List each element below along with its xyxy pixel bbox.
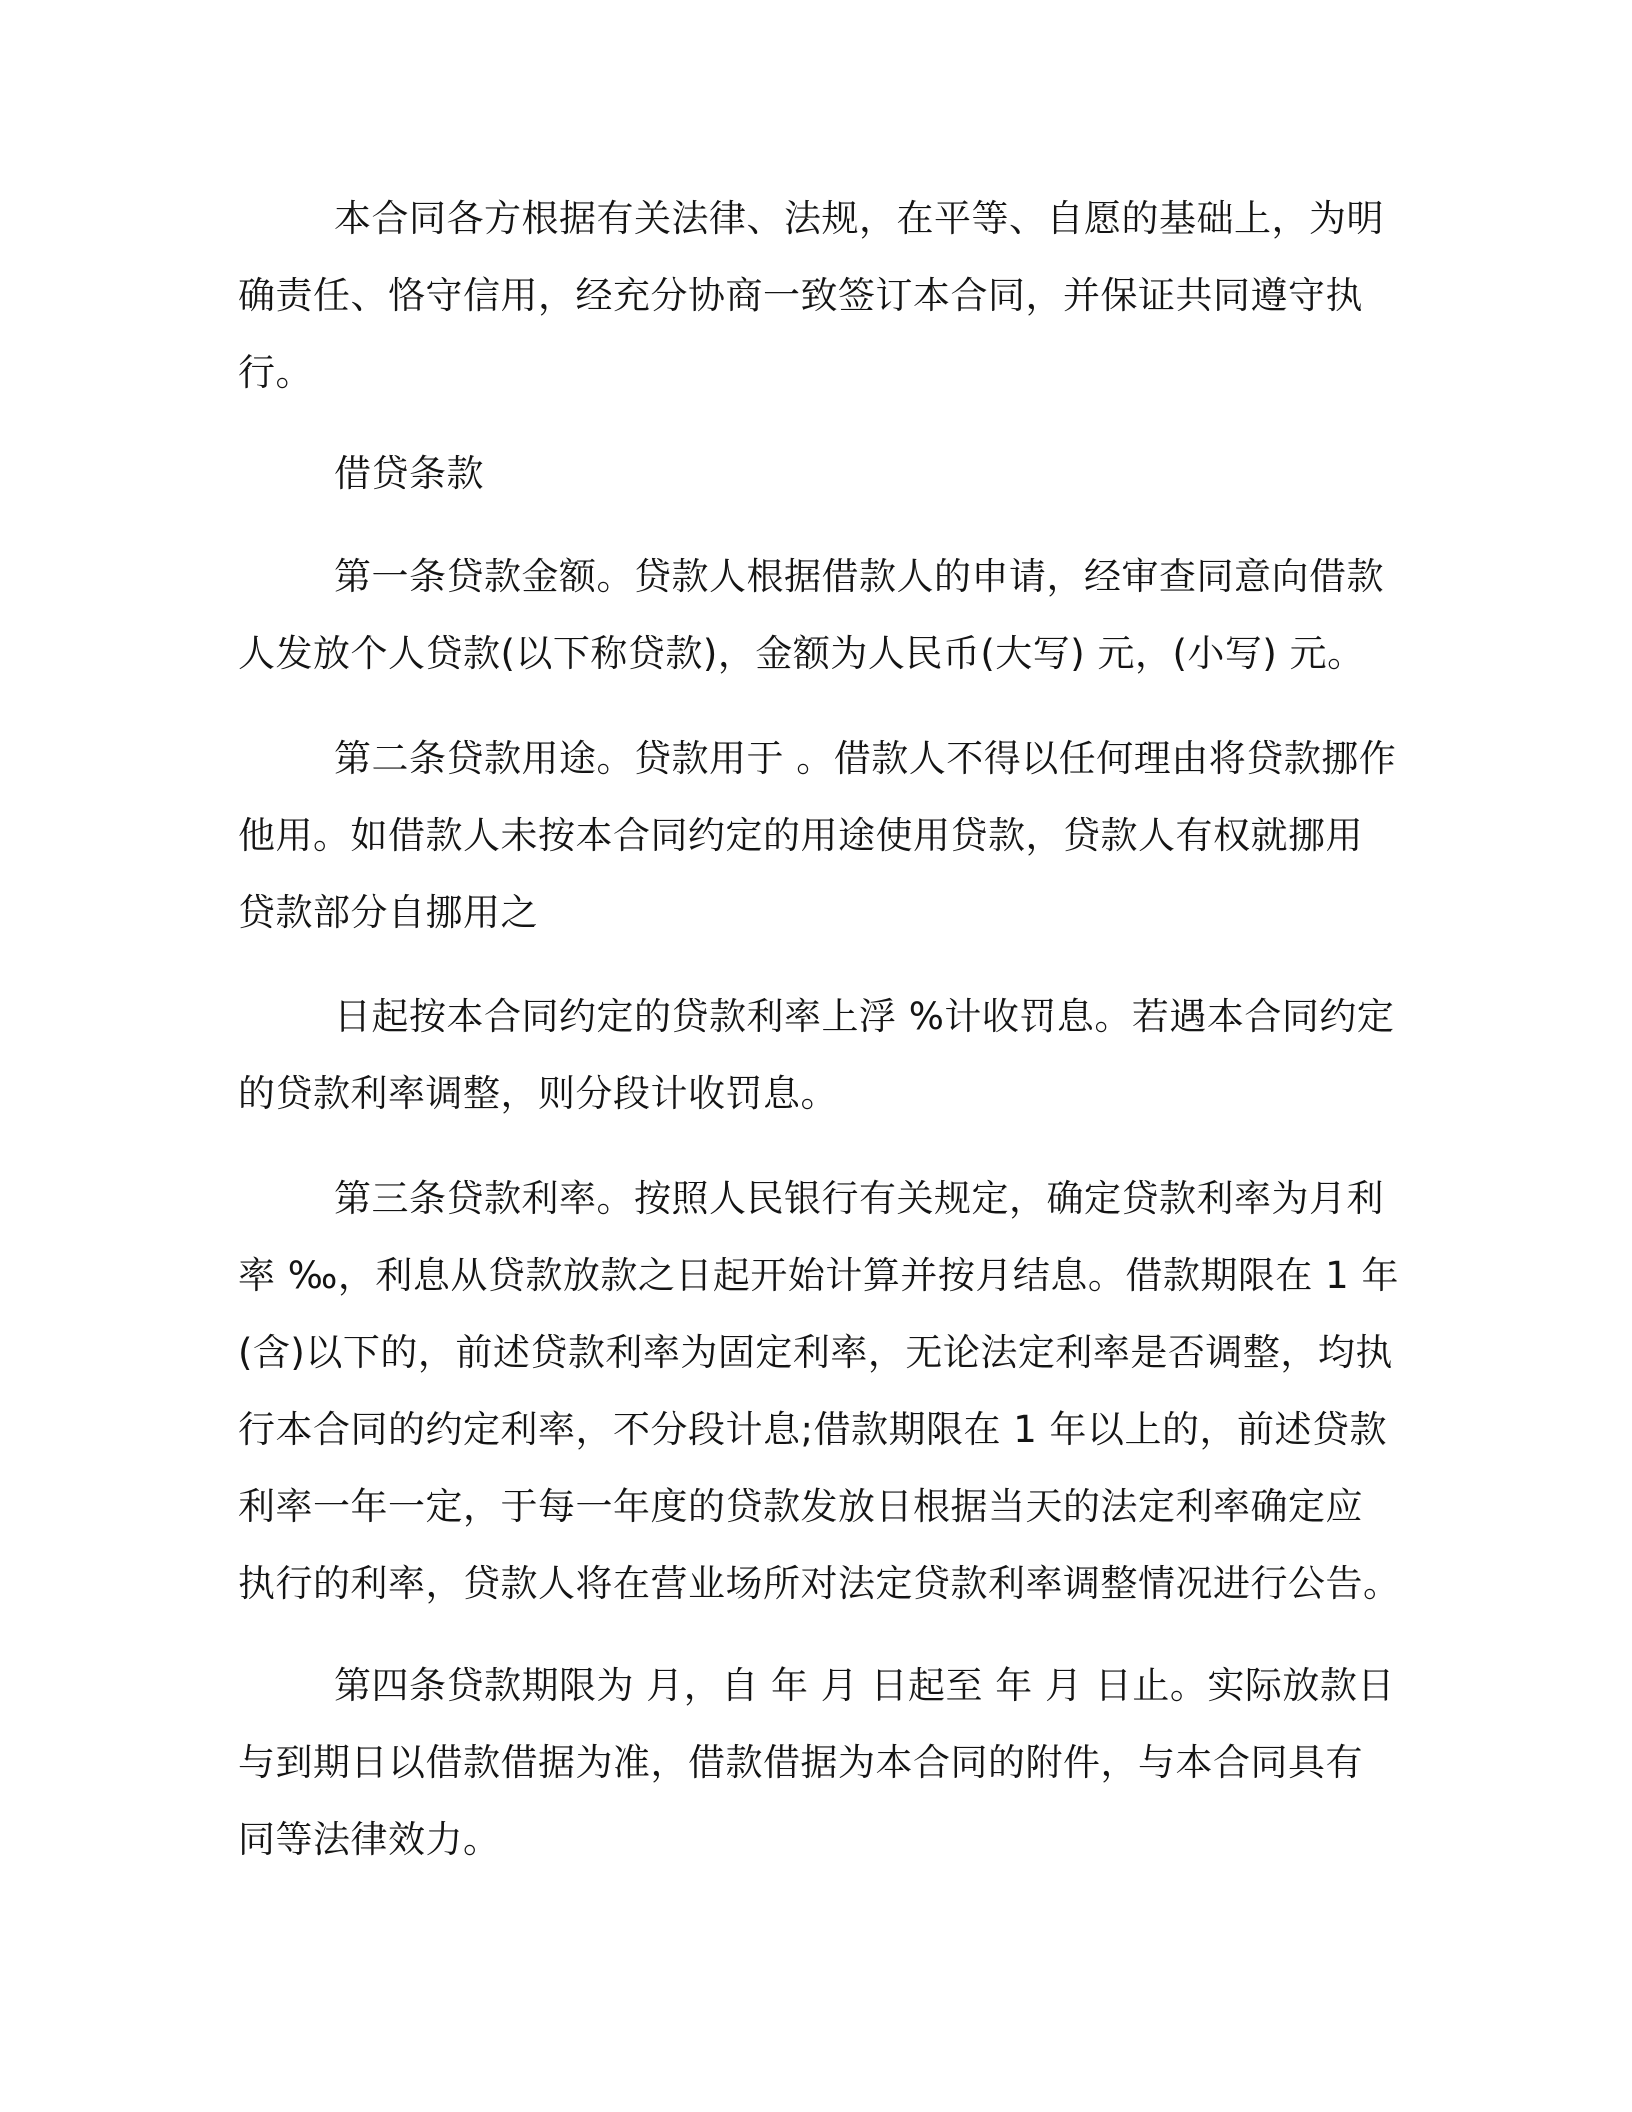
text-line: 执行的利率，贷款人将在营业场所对法定贷款利率调整情况进行公告。 [238, 1562, 1401, 1605]
intro-paragraph [238, 180, 1388, 411]
article-1-paragraph [238, 538, 1388, 692]
heading-text: 借贷条款 [334, 452, 484, 495]
text-line: 本合同各方根据有关法律、法规，在平等、自愿的基础上，为明 [334, 197, 1384, 240]
text-line: 的贷款利率调整，则分段计收罚息。 [238, 1072, 838, 1115]
section-heading [238, 435, 1388, 512]
article-2-continuation [238, 978, 1395, 1132]
text-line: 行本合同的约定利率，不分段计息;借款期限在 1 年以上的，前述贷款 [238, 1408, 1388, 1451]
text-line: (含)以下的，前述贷款利率为固定利率，无论法定利率是否调整，均执 [238, 1331, 1393, 1374]
text-line: 日起按本合同约定的贷款利率上浮 %计收罚息。若遇本合同约定 [334, 995, 1395, 1038]
text-line: 同等法律效力。 [238, 1818, 501, 1861]
text-line: 行。 [238, 351, 313, 394]
text-line: 第二条贷款用途。贷款用于 。借款人不得以任何理由将贷款挪作 [334, 737, 1397, 780]
article-3-paragraph [238, 1160, 1401, 1622]
text-line: 与到期日以借款借据为准，借款借据为本合同的附件，与本合同具有 [238, 1741, 1363, 1784]
text-line: 第三条贷款利率。按照人民银行有关规定，确定贷款利率为月利 [334, 1177, 1384, 1220]
text-line: 利率一年一定，于每一年度的贷款发放日根据当天的法定利率确定应 [238, 1485, 1363, 1528]
text-line: 人发放个人贷款(以下称贷款)，金额为人民币(大写) 元，(小写) 元。 [238, 632, 1365, 675]
article-2-paragraph [238, 720, 1397, 951]
text-line: 贷款部分自挪用之 [238, 891, 538, 934]
text-line: 第一条贷款金额。贷款人根据借款人的申请，经审查同意向借款 [334, 555, 1384, 598]
text-line: 确责任、恪守信用，经充分协商一致签订本合同，并保证共同遵守执 [238, 274, 1363, 317]
text-line: 率 ‰，利息从贷款放款之日起开始计算并按月结息。借款期限在 1 年 [238, 1254, 1399, 1297]
article-4-paragraph [238, 1647, 1395, 1878]
text-line: 他用。如借款人未按本合同约定的用途使用贷款，贷款人有权就挪用 [238, 814, 1363, 857]
text-line: 第四条贷款期限为 月，自 年 月 日起至 年 月 日止。实际放款日 [334, 1664, 1395, 1707]
